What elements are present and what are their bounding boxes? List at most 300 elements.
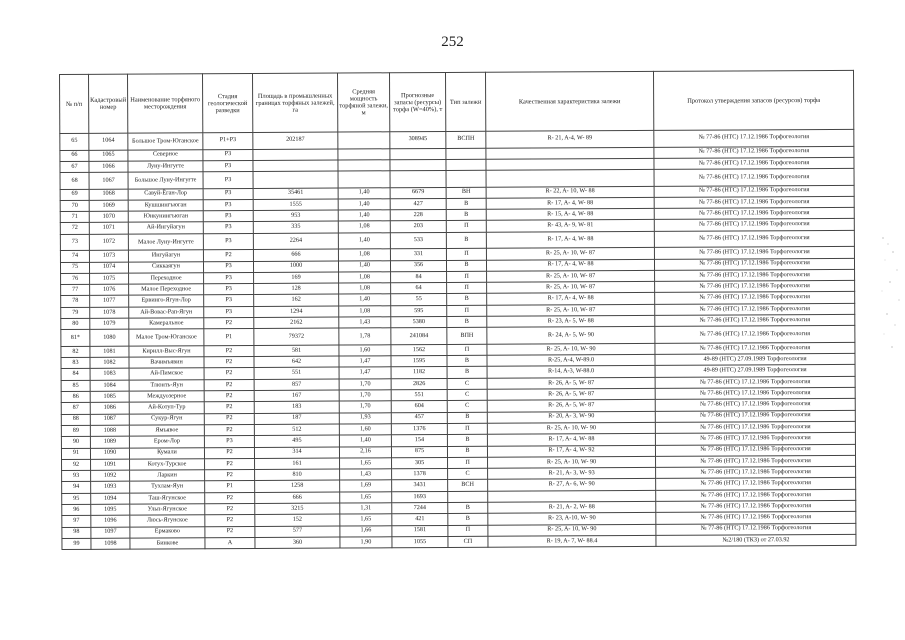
cell-exploration-stage: Р2 [205,470,255,482]
cell-deposit-type: П [448,525,488,537]
cell-deposit-name: Кумали [129,447,204,459]
cell-cadastral-number: 1066 [89,161,128,173]
cell-avg-thickness [338,132,390,149]
cell-deposit-name: Сукур-Ягун [129,413,204,425]
cell-exploration-stage: Р2 [204,345,254,357]
cell-cadastral-number: 1098 [91,538,130,550]
cell-exploration-stage: Р2 [203,250,253,262]
cell-approval-protocol: № 77-86 (НТС) 17.12.1986 Торфогеология [655,281,855,293]
cell-approval-protocol: 49-89 (НТС) 27.09.1989 Торфогеология [655,365,855,377]
cell-quality: R- 27, A- 6, W- 90 [488,479,656,491]
cell-quality: R- 15, A- 4, W- 88 [486,209,654,221]
cell-quality [488,490,656,502]
cell-area: 2264 [253,233,338,250]
cell-avg-thickness: 1,69 [340,480,392,492]
cell-deposit-type: В [447,412,487,424]
cell-avg-thickness: 1,70 [339,379,391,391]
cell-exploration-stage: Р2 [204,424,254,436]
cell-row-number: 87 [61,403,90,414]
cell-deposit-name: Ингуйагун [128,250,203,262]
cell-row-number: 85 [61,380,90,391]
cell-cadastral-number: 1097 [91,527,130,539]
cell-deposit-name: Большое Тром-Юганское [128,133,203,150]
cell-deposit-name: Котух-Турское [130,459,205,471]
cell-deposit-type: С [448,468,488,480]
cell-row-number: 76 [61,273,90,284]
cell-quality: R- 25, A- 10, W- 87 [487,304,655,316]
cell-cadastral-number: 1082 [90,357,129,369]
cell-row-number: 89 [61,425,90,436]
cell-avg-thickness: 1,40 [338,210,390,222]
cell-quality: R- 20, A- 3, W- 90 [487,411,655,423]
cell-reserves: 64 [391,283,447,295]
cell-deposit-name: Малое Луну-Ингуғте [128,234,203,251]
cell-exploration-stage: Р2 [204,357,254,369]
cell-avg-thickness: 1,40 [338,233,390,250]
cell-cadastral-number: 1081 [90,346,129,358]
cell-row-number: 91 [61,448,90,459]
cell-cadastral-number: 1093 [91,482,130,494]
cell-area [253,160,338,172]
header-approval-protocol: Протокол утверждения запасов (ресурсов) торфа [653,70,853,130]
cell-reserves: 305 [392,457,448,469]
cell-row-number: 80 [61,318,90,329]
cell-deposit-name: Переходное [129,273,204,285]
cell-avg-thickness: 1,40 [339,435,391,447]
cell-avg-thickness: 1,93 [339,412,391,424]
peat-deposits-table [59,70,856,567]
cell-reserves: 3431 [392,480,448,492]
cell-cadastral-number: 1083 [90,369,129,381]
cell-row-number: 68 [60,172,89,189]
cell-quality: R- 25, A- 10, W- 90 [488,524,656,536]
cell-deposit-type [448,491,488,503]
cell-row-number: 81* [61,330,90,347]
cell-avg-thickness: 1,70 [339,401,391,413]
cell-cadastral-number: 1087 [90,414,129,426]
cell-exploration-stage: Р3 [203,261,253,273]
cell-area: 551 [254,367,339,379]
cell-exploration-stage: Р3 [204,436,254,448]
cell-avg-thickness [338,148,390,160]
cell-row-number: 95 [62,493,91,504]
cell-deposit-type: П [447,271,487,283]
cell-approval-protocol: № 77-86 (НТС) 17.12.1986 Торфогеология [655,433,855,445]
cell-reserves: 1581 [392,525,448,537]
cell-quality: R- 43, A- 9, W- 81 [486,220,654,232]
cell-deposit-name: Кирилл-Выс-Ягун [129,346,204,358]
cell-reserves: 5380 [391,317,447,329]
cell-approval-protocol: № 77-86 (НТС) 17.12.1986 Торфогеология [654,129,854,147]
cell-deposit-type: В [447,367,487,379]
cell-avg-thickness: 1,43 [339,317,391,329]
cell-exploration-stage: Р3 [203,188,253,200]
cell-deposit-name: Ларкин [130,470,205,482]
cell-cadastral-number: 1069 [89,200,128,212]
cell-quality: R- 17, A- 4, W- 92 [487,445,655,457]
cell-quality: R- 24, A- 5, W- 90 [487,327,655,344]
cell-deposit-name: Малое Тром-Юганское [129,329,204,346]
cell-reserves: 1182 [391,367,447,379]
cell-row-number: 92 [62,459,91,470]
cell-exploration-stage: Р1 [205,481,255,493]
cell-area: 666 [253,249,338,261]
cell-area [253,171,338,188]
cell-deposit-name: Лунy-Ингуғте [128,161,203,173]
cell-deposit-name: Ермаково [130,526,205,538]
cell-reserves: 2826 [391,378,447,390]
cell-avg-thickness: 1,08 [338,249,390,261]
cell-quality: R- 25, A- 10, W- 87 [487,282,655,294]
cell-reserves: 203 [390,221,446,233]
cell-quality: R- 25, A- 10, W- 90 [488,456,656,468]
cell-reserves: 331 [390,249,446,261]
cell-row-number: 74 [60,251,89,262]
cell-area: 335 [253,222,338,234]
cell-reserves: 551 [391,390,447,402]
cell-cadastral-number: 1078 [90,307,129,319]
cell-deposit-type: П [447,282,487,294]
cell-deposit-type [446,148,486,160]
cell-avg-thickness: 1,31 [340,503,392,515]
cell-reserves: 533 [390,232,446,249]
cell-exploration-stage: Р2 [204,318,254,330]
cell-cadastral-number: 1079 [90,318,129,330]
cell-approval-protocol: № 77-86 (НТС) 17.12.1986 Торфогеология [655,303,855,315]
cell-area: 169 [254,272,339,284]
cell-approval-protocol: № 77-86 (НТС) 17.12.1986 Торфогеология [656,512,856,524]
cell-reserves: 1378 [392,469,448,481]
cell-deposit-name: Ульп-Ягунское [130,504,205,516]
cell-deposit-type: В [447,434,487,446]
cell-approval-protocol: № 77-86 (НТС) 17.12.1986 Торфогеология [654,208,854,220]
cell-row-number: 90 [61,437,90,448]
cell-quality [486,158,654,170]
cell-approval-protocol: № 77-86 (НТС) 17.12.1986 Торфогеология [654,247,854,259]
cell-row-number: 71 [60,212,89,223]
cell-quality: R- 21, A- 3, W- 93 [488,468,656,480]
cell-exploration-stage: Р3 [203,211,253,223]
cell-avg-thickness: 1,78 [339,328,391,345]
cell-avg-thickness: 1,47 [339,367,391,379]
cell-deposit-name: Тлюнть-Яун [129,379,204,391]
cell-exploration-stage: Р2 [205,526,255,538]
cell-area: 187 [254,413,339,425]
cell-reserves [390,148,446,160]
cell-deposit-type: В [447,446,487,458]
cell-area: 128 [254,283,339,295]
cell-deposit-type: П [448,457,488,469]
cell-deposit-type: ВСН [448,480,488,492]
cell-exploration-stage: Р3 [204,306,254,318]
header-deposit-name: Наименование торфяного месторождения [128,74,203,133]
cell-approval-protocol: № 77-86 (НТС) 17.12.1986 Торфогеология [654,157,854,169]
cell-area: 810 [255,469,340,481]
cell-area: 167 [254,390,339,402]
cell-area: 161 [255,458,340,470]
cell-exploration-stage: Р3 [203,233,253,250]
cell-approval-protocol: № 77-86 (НТС) 17.12.1986 Торфогеология [654,196,854,208]
cell-avg-thickness: 1,40 [338,187,390,199]
cell-row-number: 77 [61,285,90,296]
header-reserves: Прогнозные запасы (ресурсы) торфа (W=40%), т [389,72,445,131]
cell-row-number: 75 [60,262,89,273]
header-row [60,70,854,133]
cell-exploration-stage: Р2 [205,492,255,504]
cell-cadastral-number: 1096 [91,515,130,527]
cell-reserves: 1376 [391,423,447,435]
cell-cadastral-number: 1086 [90,402,129,414]
cell-avg-thickness: 1,65 [340,514,392,526]
cell-cadastral-number: 1077 [90,296,129,308]
cell-quality: R- 17, A- 4, W- 88 [487,434,655,446]
cell-reserves: 55 [391,294,447,306]
cell-exploration-stage: Р3 [204,272,254,284]
cell-approval-protocol: № 77-86 (НТС) 17.12.1986 Торфогеология [656,478,856,490]
cell-area: 79372 [254,328,339,345]
cell-row-number: 73 [60,234,89,251]
header-row-number: № п/п [60,74,89,133]
cell-quality: R-25, A-4, W-89.0 [487,355,655,367]
cell-quality: R- 26, A- 5, W- 87 [487,388,655,400]
cell-reserves: 427 [390,198,446,210]
cell-avg-thickness: 1,90 [340,537,392,549]
cell-area: 857 [254,379,339,391]
cell-cadastral-number: 1072 [89,234,128,251]
cell-row-number: 78 [61,296,90,307]
cell-reserves: 308945 [390,131,446,148]
cell-cadastral-number: 1073 [89,250,128,262]
cell-avg-thickness: 1,60 [339,345,391,357]
cell-approval-protocol: № 77-86 (НТС) 17.12.1986 Торфогеология [654,185,854,197]
cell-deposit-type: С [447,401,487,413]
cell-exploration-stage: Р1 [204,329,254,346]
cell-reserves [390,171,446,188]
cell-row-number: 99 [62,538,91,549]
cell-deposit-type: ВСПН [446,131,486,148]
cell-cadastral-number: 1085 [90,391,129,403]
cell-cadastral-number: 1064 [89,133,128,150]
cell-quality: R- 17, A- 4, W- 88 [487,293,655,305]
cell-row-number: 83 [61,357,90,368]
header-avg-thickness: Средняя мощность торфяной залежи, м [337,73,389,132]
table-body [60,129,856,549]
cell-reserves: 154 [391,435,447,447]
cell-deposit-type: ВН [446,187,486,199]
cell-row-number: 65 [60,133,89,150]
cell-deposit-name: Юнкунингъюган [128,211,203,223]
cell-cadastral-number: 1091 [91,459,130,471]
cell-deposit-name: Тухлам-Яун [130,481,205,493]
cell-exploration-stage: Р2 [204,379,254,391]
cell-area: 512 [254,424,339,436]
cell-cadastral-number: 1070 [89,211,128,223]
cell-avg-thickness: 1,65 [340,458,392,470]
cell-avg-thickness: 1,08 [339,306,391,318]
cell-deposit-name: Кушшингъюган [128,200,203,212]
header-area: Площадь в промышленных границах торфяных залежей, га [252,73,337,132]
cell-avg-thickness: 1,40 [339,294,391,306]
cell-row-number: 86 [61,391,90,402]
cell-quality: R- 17, A- 4, W- 88 [486,231,654,248]
cell-area: 360 [255,537,340,549]
header-quality: Качественная характеристика залежи [485,71,653,131]
cell-quality: R-14, A-3, W-88.0 [487,366,655,378]
cell-area: 35461 [253,188,338,200]
cell-approval-protocol: № 77-86 (НТС) 17.12.1986 Торфогеология [655,292,855,304]
cell-approval-protocol: № 77-86 (НТС) 17.12.1986 Торфогеология [654,168,854,186]
cell-area: 1294 [254,306,339,318]
cell-exploration-stage: Р3 [204,295,254,307]
cell-deposit-name: Ямъявое [129,425,204,437]
cell-reserves: 604 [391,401,447,413]
cell-deposit-type [446,159,486,171]
cell-quality: R- 25, A- 10, W- 87 [486,248,654,260]
cell-deposit-name: Малое Переходное [129,284,204,296]
cell-cadastral-number: 1084 [90,380,129,392]
cell-cadastral-number: 1092 [91,470,130,482]
cell-cadastral-number: 1076 [90,284,129,296]
cell-exploration-stage: Р2 [204,368,254,380]
cell-area: 1555 [253,199,338,211]
cell-area: 3215 [255,503,340,515]
cell-area: 1258 [255,480,340,492]
cell-deposit-name: Савуй-Ёган-Лор [128,188,203,200]
cell-avg-thickness: 1,66 [340,525,392,537]
cell-reserves: 457 [391,412,447,424]
cell-exploration-stage: Р3 [204,284,254,296]
scan-noise [879,230,905,360]
cell-cadastral-number: 1074 [89,262,128,274]
cell-area: 183 [254,401,339,413]
cell-reserves: 7244 [392,502,448,514]
cell-area: 162 [254,295,339,307]
cell-deposit-type: В [448,502,488,514]
cell-approval-protocol: № 77-86 (НТС) 17.12.1986 Торфогеология [655,410,855,422]
cell-row-number: 69 [60,189,89,200]
cell-deposit-name: Ай-Ингуйагун [128,222,203,234]
cell-reserves: 228 [390,210,446,222]
cell-exploration-stage: Р2 [204,402,254,414]
cell-deposit-type: С [447,389,487,401]
cell-quality: R- 25, A- 10, W- 87 [487,270,655,282]
cell-deposit-type: П [447,423,487,435]
cell-area: 314 [254,447,339,459]
cell-avg-thickness: 1,43 [340,469,392,481]
cell-area: 581 [254,345,339,357]
cell-avg-thickness: 1,60 [339,424,391,436]
cell-area: 152 [255,514,340,526]
cell-reserves: 875 [391,446,447,458]
cell-approval-protocol: № 77-86 (НТС) 17.12.1986 Торфогеология [655,342,855,354]
cell-approval-protocol: № 77-86 (НТС) 17.12.1986 Торфогеология [655,399,855,411]
cell-exploration-stage: Р3 [203,222,253,234]
cell-area: 666 [255,492,340,504]
cell-deposit-type: П [447,305,487,317]
cell-deposit-type: В [447,316,487,328]
cell-deposit-type: В [447,355,487,367]
cell-area: 2162 [254,317,339,329]
cell-approval-protocol: № 77-86 (НТС) 17.12.1986 Торфогеология [655,314,855,326]
cell-reserves: 241084 [391,328,447,345]
page-number: 252 [441,34,464,50]
cell-quality: R- 17, A- 4, W- 88 [486,197,654,209]
cell-cadastral-number: 1090 [90,448,129,460]
cell-row-number: 96 [62,504,91,515]
cell-quality: R- 17, A- 4, W- 88 [486,259,654,271]
cell-deposit-name: Ай-Котуп-Тур [129,402,204,414]
cell-cadastral-number: 1089 [90,436,129,448]
cell-row-number: 79 [61,307,90,318]
header-deposit-type: Тип залежи [445,72,485,131]
cell-deposit-type [446,170,486,187]
cell-exploration-stage: Р2 [204,413,254,425]
cell-approval-protocol: № 77-86 (НТС) 17.12.1986 Торфогеология [655,444,855,456]
cell-approval-protocol: №2/180 (ТКЗ) от 27.03.92 [656,534,856,546]
cell-exploration-stage: Р3 [203,199,253,211]
header-cadastral-number: Кадастровый номер [89,74,128,133]
cell-quality [486,169,654,186]
cell-deposit-type: СП [448,536,488,548]
cell-cadastral-number: 1067 [89,172,128,189]
cell-exploration-stage: Р2 [204,391,254,403]
cell-cadastral-number: 1080 [90,329,129,346]
deposits-table [59,70,856,550]
cell-cadastral-number: 1095 [91,504,130,516]
cell-exploration-stage: Р3 [203,149,253,161]
cell-deposit-type: ВПН [447,328,487,345]
cell-approval-protocol: № 77-86 (НТС) 17.12.1986 Торфогеология [655,376,855,388]
cell-exploration-stage: А [205,537,255,549]
cell-reserves: 1595 [391,356,447,368]
cell-quality: R- 22, A- 10, W- 88 [486,186,654,198]
cell-cadastral-number: 1071 [89,223,128,235]
cell-row-number: 88 [61,414,90,425]
cell-approval-protocol: № 77-86 (НТС) 17.12.1986 Торфогеология [654,230,854,248]
cell-exploration-stage: Р1+Р3 [203,132,253,149]
cell-deposit-name: Таш-Ягунское [130,492,205,504]
cell-row-number: 67 [60,161,89,172]
cell-avg-thickness: 1,08 [339,272,391,284]
cell-reserves [390,159,446,171]
cell-quality: R- 21, A-4, W- 89 [486,130,654,147]
cell-cadastral-number: 1075 [90,273,129,285]
cell-reserves: 84 [391,271,447,283]
cell-area: 1000 [253,261,338,273]
cell-area: 202187 [253,132,338,149]
cell-cadastral-number: 1088 [90,425,129,437]
cell-approval-protocol: № 77-86 (НТС) 17.12.1986 Торфогеология [656,455,856,467]
cell-avg-thickness [338,171,390,188]
cell-row-number: 84 [61,369,90,380]
cell-deposit-type: В [448,514,488,526]
cell-deposit-name: Северное [128,149,203,161]
cell-deposit-name: Ервинго-Ягун-Лор [129,295,204,307]
cell-cadastral-number: 1094 [91,493,130,505]
cell-deposit-name: Бинкове [130,538,205,550]
cell-avg-thickness: 1,70 [339,390,391,402]
cell-deposit-type: В [446,209,486,221]
cell-quality: R- 25, A- 10, W- 90 [487,343,655,355]
cell-quality [486,147,654,159]
cell-quality: R- 19, A- 7, W- 88.4 [488,535,656,547]
cell-row-number: 66 [60,150,89,161]
cell-deposit-type: П [446,221,486,233]
cell-area: 642 [254,356,339,368]
cell-approval-protocol: № 77-86 (НТС) 17.12.1986 Торфогеология [655,326,855,344]
cell-deposit-type: В [446,198,486,210]
cell-reserves: 421 [392,514,448,526]
